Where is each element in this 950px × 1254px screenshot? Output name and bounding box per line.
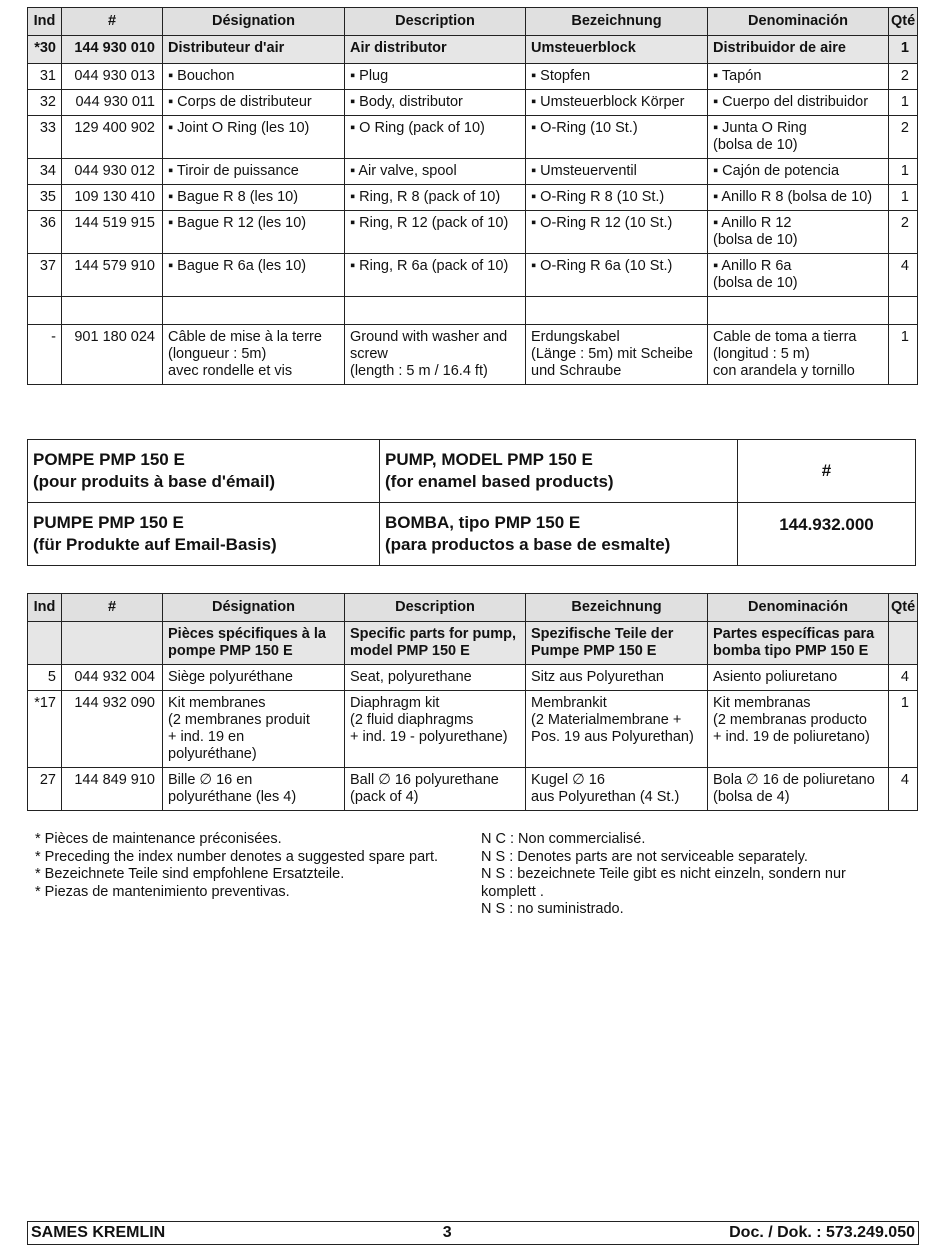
header-bezeichnung: Bezeichnung: [526, 594, 708, 622]
section-title-de: Spezifische Teile der Pumpe PMP 150 E: [526, 622, 708, 665]
note-line: N S : no suministrado.: [481, 901, 624, 917]
cell-es: ▪ Tapón: [708, 64, 889, 90]
cell-qte: [889, 297, 918, 325]
note-line: * Pièces de maintenance préconisées.: [35, 831, 282, 847]
table-row: [28, 90, 918, 116]
pump-title-de: PUMPE PMP 150 E (für Produkte auf Email-Basis): [28, 503, 380, 566]
cell-es: ▪ Anillo R 6a (bolsa de 10): [708, 254, 889, 297]
header-qte: Qté: [889, 594, 918, 622]
cell-qte: [889, 622, 918, 665]
cell-es: Cable de toma a tierra (longitud : 5 m) con arandela y tornillo: [708, 325, 889, 385]
cell-ref: 109 130 410: [62, 185, 163, 211]
page-footer: [27, 1221, 919, 1245]
cell-en: ▪ O Ring (pack of 10): [345, 116, 526, 159]
header-ref: #: [62, 594, 163, 622]
cell-ref: [62, 297, 163, 325]
cell-es: Kit membranas (2 membranas producto + ind. 19 de poliuretano): [708, 691, 889, 768]
cell-ref: 901 180 024: [62, 325, 163, 385]
table-row: [28, 159, 918, 185]
cell-de: ▪ Umsteuerventil: [526, 159, 708, 185]
header-ind: Ind: [28, 8, 62, 36]
cell-de: Sitz aus Polyurethan: [526, 665, 708, 691]
cell-qte: 4: [889, 254, 918, 297]
header-ref: #: [62, 8, 163, 36]
cell-ref: 044 930 013: [62, 64, 163, 90]
page-number: 3: [442, 1224, 452, 1241]
part-number-label: #: [738, 440, 916, 503]
cell-de: Umsteuerblock: [526, 36, 708, 64]
pump-title-box: [27, 439, 916, 566]
section-header-row: [28, 622, 918, 665]
cell-en: ▪ Body, distributor: [345, 90, 526, 116]
cell-es: Asiento poliuretano: [708, 665, 889, 691]
cell-ind: 35: [28, 185, 62, 211]
section-title-es: Partes específicas para bomba tipo PMP 150 E: [708, 622, 889, 665]
cell-fr: ▪ Bague R 6a (les 10): [163, 254, 345, 297]
table-row: [28, 665, 918, 691]
table-header-row: [28, 594, 918, 622]
cell-de: Membrankit (2 Materialmembrane + Pos. 19 aus Polyurethan): [526, 691, 708, 768]
cell-qte: 4: [889, 665, 918, 691]
cell-es: Distribuidor de aire: [708, 36, 889, 64]
pump-title-es: BOMBA, tipo PMP 150 E (para productos a base de esmalte): [380, 503, 738, 566]
cell-es: Bola ∅ 16 de poliuretano (bolsa de 4): [708, 768, 889, 811]
part-number: 144.932.000: [738, 503, 916, 566]
cell-ind: 33: [28, 116, 62, 159]
cell-qte: 1: [889, 325, 918, 385]
cell-fr: ▪ Bague R 12 (les 10): [163, 211, 345, 254]
cell-en: Seat, polyurethane: [345, 665, 526, 691]
cell-fr: Bille ∅ 16 en polyuréthane (les 4): [163, 768, 345, 811]
cell-es: ▪ Anillo R 8 (bolsa de 10): [708, 185, 889, 211]
cell-ind: 27: [28, 768, 62, 811]
company-name: SAMES KREMLIN: [31, 1224, 166, 1241]
cell-ref: 144 932 090: [62, 691, 163, 768]
cell-en: ▪ Ring, R 8 (pack of 10): [345, 185, 526, 211]
cell-de: ▪ Umsteuerblock Körper: [526, 90, 708, 116]
cell-ref: 044 930 011: [62, 90, 163, 116]
cell-es: ▪ Junta O Ring (bolsa de 10): [708, 116, 889, 159]
cell-es: ▪ Cajón de potencia: [708, 159, 889, 185]
cell-qte: 4: [889, 768, 918, 811]
section-title-fr: Pièces spécifiques à la pompe PMP 150 E: [163, 622, 345, 665]
cell-fr: ▪ Bouchon: [163, 64, 345, 90]
cell-en: Air distributor: [345, 36, 526, 64]
cell-fr: ▪ Tiroir de puissance: [163, 159, 345, 185]
cell-ind: 5: [28, 665, 62, 691]
note-line: * Preceding the index number denotes a suggested spare part.: [35, 848, 439, 865]
header-description: Description: [345, 594, 526, 622]
cell-ind: -: [28, 325, 62, 385]
table-row: [28, 768, 918, 811]
cell-qte: 2: [889, 116, 918, 159]
cell-de: Erdungskabel (Länge : 5m) mit Scheibe und Schraube: [526, 325, 708, 385]
pump-title-en: PUMP, MODEL PMP 150 E (for enamel based products): [380, 440, 738, 503]
header-description: Description: [345, 8, 526, 36]
parts-table-pump: [27, 593, 918, 811]
cell-fr: Siège polyuréthane: [163, 665, 345, 691]
note-line: N S : bezeichnete Teile gibt es nicht einzeln, sondern nur komplett .: [481, 866, 846, 900]
spare-part-notes: [35, 831, 438, 901]
note-line: * Piezas de mantenimiento preventivas.: [35, 883, 290, 900]
cell-de: ▪ O-Ring (10 St.): [526, 116, 708, 159]
cell-en: Ball ∅ 16 polyurethane (pack of 4): [345, 768, 526, 811]
pump-title-row: [28, 440, 916, 503]
cell-fr: Distributeur d'air: [163, 36, 345, 64]
cell-qte: 2: [889, 64, 918, 90]
cell-qte: 1: [889, 159, 918, 185]
cell-en: ▪ Ring, R 12 (pack of 10): [345, 211, 526, 254]
header-qte: Qté: [889, 8, 918, 36]
cell-ref: 144 519 915: [62, 211, 163, 254]
section-title-en: Specific parts for pump, model PMP 150 E: [345, 622, 526, 665]
cell-en: ▪ Air valve, spool: [345, 159, 526, 185]
cell-ref: 044 930 012: [62, 159, 163, 185]
table-row: [28, 211, 918, 254]
cell-en: Ground with washer and screw (length : 5 m / 16.4 ft): [345, 325, 526, 385]
cell-en: ▪ Ring, R 6a (pack of 10): [345, 254, 526, 297]
cell-fr: ▪ Bague R 8 (les 10): [163, 185, 345, 211]
cell-es: ▪ Anillo R 12 (bolsa de 10): [708, 211, 889, 254]
cell-qte: 1: [889, 185, 918, 211]
pump-title-row: [28, 503, 916, 566]
cell-de: ▪ O-Ring R 12 (10 St.): [526, 211, 708, 254]
table-header-row: [28, 8, 918, 36]
table-row: [28, 116, 918, 159]
cell-qte: 1: [889, 90, 918, 116]
cell-ind: 34: [28, 159, 62, 185]
pump-title-fr: POMPE PMP 150 E (pour produits à base d'émail): [28, 440, 380, 503]
cell-ind: 31: [28, 64, 62, 90]
cell-ref: 144 930 010: [62, 36, 163, 64]
cell-fr: [163, 297, 345, 325]
cell-ref: 144 579 910: [62, 254, 163, 297]
header-denominacion: Denominación: [708, 594, 889, 622]
cell-ref: 144 849 910: [62, 768, 163, 811]
cell-de: Kugel ∅ 16 aus Polyurethan (4 St.): [526, 768, 708, 811]
cell-de: [526, 297, 708, 325]
cell-de: ▪ O-Ring R 6a (10 St.): [526, 254, 708, 297]
cell-fr: Câble de mise à la terre (longueur : 5m) avec rondelle et vis: [163, 325, 345, 385]
header-ind: Ind: [28, 594, 62, 622]
cell-es: [708, 297, 889, 325]
cell-en: Diaphragm kit (2 fluid diaphragms + ind. 19 - polyurethane): [345, 691, 526, 768]
table-row-empty: [28, 297, 918, 325]
header-denominacion: Denominación: [708, 8, 889, 36]
cell-ind: *17: [28, 691, 62, 768]
cell-ind: [28, 622, 62, 665]
document-number: Doc. / Dok. : 573.249.050: [729, 1224, 915, 1241]
note-line: N C : Non commercialisé.: [481, 831, 646, 847]
cell-ref: [62, 622, 163, 665]
cell-ind: 36: [28, 211, 62, 254]
cell-ind: 32: [28, 90, 62, 116]
table-row: [28, 185, 918, 211]
cell-qte: 1: [889, 36, 918, 64]
cell-ind: *30: [28, 36, 62, 64]
cell-fr: ▪ Corps de distributeur: [163, 90, 345, 116]
cell-en: ▪ Plug: [345, 64, 526, 90]
table-row: [28, 64, 918, 90]
note-line: * Bezeichnete Teile sind empfohlene Ersatzteile.: [35, 866, 345, 882]
header-designation: Désignation: [163, 8, 345, 36]
cell-fr: Kit membranes (2 membranes produit + ind. 19 en polyuréthane): [163, 691, 345, 768]
cell-qte: 2: [889, 211, 918, 254]
table-row: [28, 36, 918, 64]
note-line: N S : Denotes parts are not serviceable separately.: [481, 848, 808, 865]
cell-ind: [28, 297, 62, 325]
parts-table-distributor: [27, 7, 918, 385]
header-designation: Désignation: [163, 594, 345, 622]
cell-fr: ▪ Joint O Ring (les 10): [163, 116, 345, 159]
cell-ref: 044 932 004: [62, 665, 163, 691]
cell-de: ▪ Stopfen: [526, 64, 708, 90]
table-row: [28, 691, 918, 768]
cell-de: ▪ O-Ring R 8 (10 St.): [526, 185, 708, 211]
table-row: [28, 254, 918, 297]
cell-ref: 129 400 902: [62, 116, 163, 159]
cell-qte: 1: [889, 691, 918, 768]
header-bezeichnung: Bezeichnung: [526, 8, 708, 36]
cell-en: [345, 297, 526, 325]
availability-notes: [481, 831, 901, 919]
table-row: [28, 325, 918, 385]
cell-ind: 37: [28, 254, 62, 297]
cell-es: ▪ Cuerpo del distribuidor: [708, 90, 889, 116]
